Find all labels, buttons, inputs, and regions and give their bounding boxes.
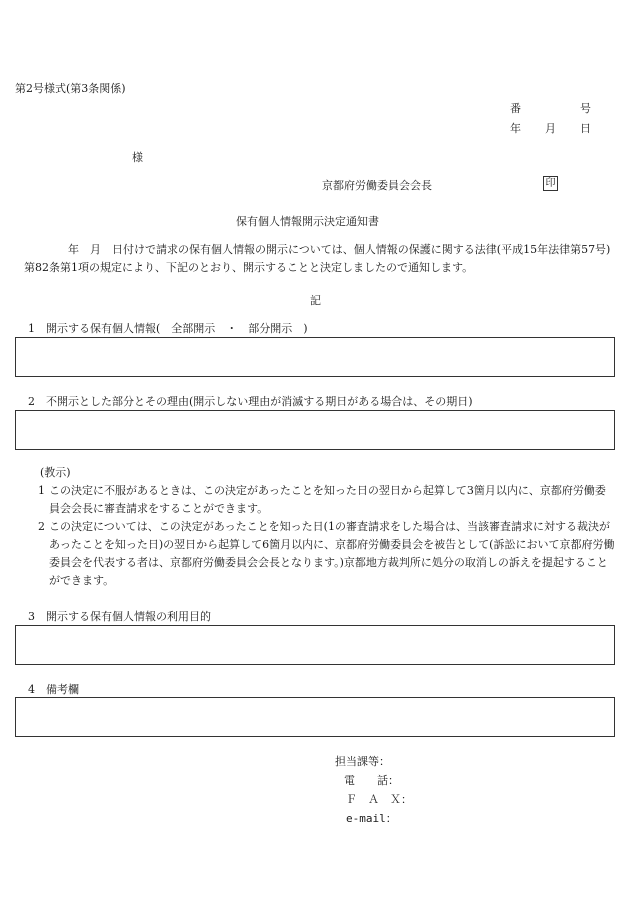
section-4-field[interactable] bbox=[15, 697, 615, 737]
contact-telephone: 電 話： bbox=[344, 774, 399, 787]
seal-stamp: 印 bbox=[543, 176, 558, 191]
notice-item-1-number: 1 bbox=[38, 484, 45, 497]
notice-item-2-number: 2 bbox=[38, 520, 45, 533]
reference-number-label: 番 bbox=[510, 102, 521, 115]
contact-department: 担当課等： bbox=[335, 755, 390, 768]
number-suffix: 号 bbox=[580, 102, 591, 115]
date-day-label: 日 bbox=[580, 122, 591, 135]
notice-item-2 bbox=[38, 518, 616, 590]
section-1-field[interactable] bbox=[15, 337, 615, 377]
section-2-heading: 2 不開示とした部分とその理由(開示しない理由が消滅する期日がある場合は、その期日) bbox=[28, 395, 473, 408]
contact-fax: Ｆ Ａ Ｘ： bbox=[346, 793, 412, 806]
form-number: 第2号様式(第3条関係) bbox=[15, 82, 126, 95]
section-4-heading: 4 備考欄 bbox=[28, 683, 79, 696]
section-1-heading: 1 開示する保有個人情報( 全部開示 ・ 部分開示 ) bbox=[28, 322, 308, 335]
contact-email: e-mail： bbox=[346, 812, 397, 825]
notice-item-1-text: この決定に不服があるときは、この決定があったことを知った日の翌日から起算して3箇月以内に、京都府労働委員会会長に審査請求をすることができます。 bbox=[49, 484, 606, 515]
notice-item-2-text: この決定については、この決定があったことを知った日(1の審査請求をした場合は、当該審査請求に対する裁決があったことを知った日)の翌日から起算して6箇月以内に、京都府労働委員会を被告として(訴訟において京都府労働委員会を代表する者は、京都府労働委員会会長となります。)京都地方裁判所に処分の取消しの訴えを提起することができます。 bbox=[49, 520, 615, 587]
addressee-honorific: 様 bbox=[132, 151, 143, 164]
notice-item-1 bbox=[38, 482, 616, 518]
sender-name: 京都府労働委員会会長 bbox=[322, 179, 432, 192]
section-3-field[interactable] bbox=[15, 625, 615, 665]
ki-marker: 記 bbox=[310, 294, 321, 307]
document-title: 保有個人情報開示決定通知書 bbox=[236, 215, 379, 228]
section-3-heading: 3 開示する保有個人情報の利用目的 bbox=[28, 610, 211, 623]
section-2-field[interactable] bbox=[15, 410, 615, 450]
date-year-label: 年 bbox=[510, 122, 521, 135]
notice-heading: (教示) bbox=[40, 466, 71, 479]
body-paragraph: 年 月 日付けで請求の保有個人情報の開示については、個人情報の保護に関する法律(平成15年法律第57号)第82条第1項の規定により、下記のとおり、開示することと決定しましたので通知します。 bbox=[24, 243, 611, 274]
date-month-label: 月 bbox=[545, 122, 556, 135]
